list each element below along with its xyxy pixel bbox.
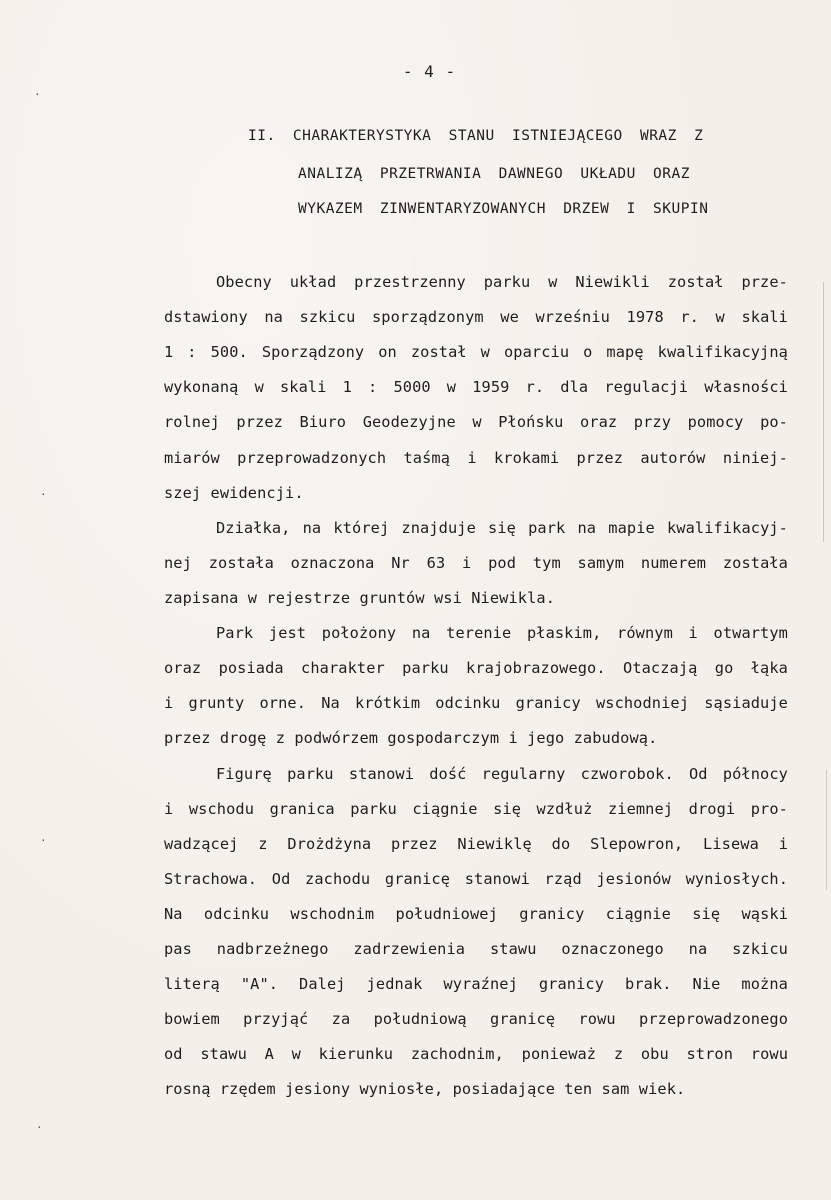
paragraph-3-line-4: przez drogę z podwórzem gospodarczym i jego zabudową. bbox=[164, 729, 658, 747]
paragraph-1-line-5: rolnej przez Biuro Geodezyjne w Płońsku oraz przy pomocy po- bbox=[164, 413, 788, 431]
paragraph-2-line-1: Działka, na której znajduje się park na mapie kwalifikacyj- bbox=[216, 519, 788, 537]
paragraph-1-line-2: dstawiony na szkicu sporządzonym we wrześniu 1978 r. w skali bbox=[164, 308, 788, 326]
paragraph-4-line-3: wadzącej z Drożdżyna przez Niewiklę do Slepowron, Lisewa i bbox=[164, 835, 788, 853]
paragraph-1-line-3: 1 : 500. Sporządzony on został w oparciu o mapę kwalifikacyjną bbox=[164, 343, 788, 361]
paragraph-4-line-2: i wschodu granica parku ciągnie się wzdłuż ziemnej drogi pro- bbox=[164, 800, 788, 818]
paragraph-2-line-2: nej została oznaczona Nr 63 i pod tym samym numerem została bbox=[164, 554, 788, 572]
margin-mark: · bbox=[34, 88, 41, 101]
paragraph-4-line-10: rosną rzędem jesiony wyniosłe, posiadające ten sam wiek. bbox=[164, 1080, 686, 1098]
paragraph-4-line-8: bowiem przyjąć za południową granicę rowu przeprowadzonego bbox=[164, 1010, 788, 1028]
paragraph-4-line-1: Figurę parku stanowi dość regularny czworobok. Od północy bbox=[216, 765, 788, 783]
page-number: - 4 - bbox=[402, 62, 457, 81]
heading-line-3: WYKAZEM ZINWENTARYZOWANYCH DRZEW I SKUPIN bbox=[298, 201, 709, 217]
paragraph-3-line-2: oraz posiada charakter parku krajobrazowego. Otaczają go łąka bbox=[164, 659, 788, 677]
paragraph-1-line-7: szej ewidencji. bbox=[164, 484, 304, 502]
margin-mark: · bbox=[36, 1121, 43, 1134]
paragraph-4-line-5: Na odcinku wschodnim południowej granicy ciągnie się wąski bbox=[164, 905, 788, 923]
paragraph-4-line-7: literą "A". Dalej jednak wyraźnej granicy brak. Nie można bbox=[164, 975, 788, 993]
heading-line-1: II. CHARAKTERYSTYKA STANU ISTNIEJĄCEGO WRAZ Z bbox=[248, 128, 704, 144]
paragraph-3-line-3: i grunty orne. Na krótkim odcinku granicy wschodniej sąsiaduje bbox=[164, 694, 788, 712]
paragraph-3-line-1: Park jest położony na terenie płaskim, równym i otwartym bbox=[216, 624, 788, 642]
edge-line bbox=[826, 770, 827, 890]
paragraph-4-line-9: od stawu A w kierunku zachodnim, ponieważ z obu stron rowu bbox=[164, 1045, 788, 1063]
paragraph-2-line-3: zapisana w rejestrze gruntów wsi Niewikla. bbox=[164, 589, 555, 607]
margin-mark: · bbox=[40, 488, 47, 501]
paragraph-1-line-1: Obecny układ przestrzenny parku w Niewikli został prze- bbox=[216, 273, 788, 291]
heading-line-2: ANALIZĄ PRZETRWANIA DAWNEGO UKŁADU ORAZ bbox=[298, 166, 690, 182]
paragraph-1-line-6: miarów przeprowadzonych taśmą i krokami przez autorów niniej- bbox=[164, 449, 788, 467]
paragraph-4-line-6: pas nadbrzeżnego zadrzewienia stawu oznaczonego na szkicu bbox=[164, 940, 788, 958]
edge-line bbox=[823, 282, 824, 542]
margin-mark: · bbox=[40, 834, 47, 847]
paragraph-1-line-4: wykonaną w skali 1 : 5000 w 1959 r. dla regulacji własności bbox=[164, 378, 788, 396]
paragraph-4-line-4: Strachowa. Od zachodu granicę stanowi rząd jesionów wyniosłych. bbox=[164, 870, 788, 888]
